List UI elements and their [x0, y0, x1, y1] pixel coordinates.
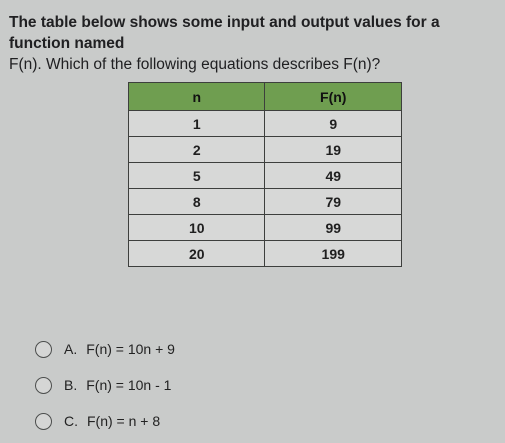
cell-n: 10: [129, 215, 265, 241]
question-line-2: F(n). Which of the following equations describes F(n)?: [9, 56, 381, 73]
option-letter: B.: [64, 377, 78, 393]
radio-button-icon[interactable]: [35, 341, 52, 358]
cell-n: 5: [129, 163, 265, 189]
option-equation: F(n) = n + 8: [87, 413, 161, 429]
table-row: [129, 189, 402, 215]
cell-fn: 19: [265, 137, 402, 163]
option-equation: F(n) = 10n - 1: [86, 377, 172, 393]
cell-n: 2: [129, 137, 265, 163]
option-letter: C.: [64, 413, 78, 429]
cell-fn: 9: [265, 111, 402, 137]
cell-fn: 49: [265, 163, 402, 189]
cell-fn: 199: [265, 241, 402, 267]
table-header-row: [129, 83, 402, 111]
table-row: [129, 111, 402, 137]
option-letter: A.: [64, 341, 78, 357]
option-b[interactable]: [35, 376, 175, 394]
option-c[interactable]: [35, 412, 175, 430]
cell-n: 8: [129, 189, 265, 215]
option-equation: F(n) = 10n + 9: [86, 341, 175, 357]
answer-options: [35, 340, 175, 443]
header-n: n: [129, 83, 265, 111]
table-row: [129, 163, 402, 189]
function-table: [128, 82, 402, 267]
header-fn: F(n): [265, 83, 402, 111]
question-text: [9, 12, 501, 75]
question-line-1: The table below shows some input and output values for a function named: [9, 14, 440, 52]
cell-fn: 99: [265, 215, 402, 241]
table-row: [129, 215, 402, 241]
cell-n: 20: [129, 241, 265, 267]
cell-n: 1: [129, 111, 265, 137]
values-table: [128, 82, 402, 267]
cell-fn: 79: [265, 189, 402, 215]
radio-button-icon[interactable]: [35, 377, 52, 394]
table-row: [129, 137, 402, 163]
option-a[interactable]: [35, 340, 175, 358]
table-row: [129, 241, 402, 267]
radio-button-icon[interactable]: [35, 413, 52, 430]
